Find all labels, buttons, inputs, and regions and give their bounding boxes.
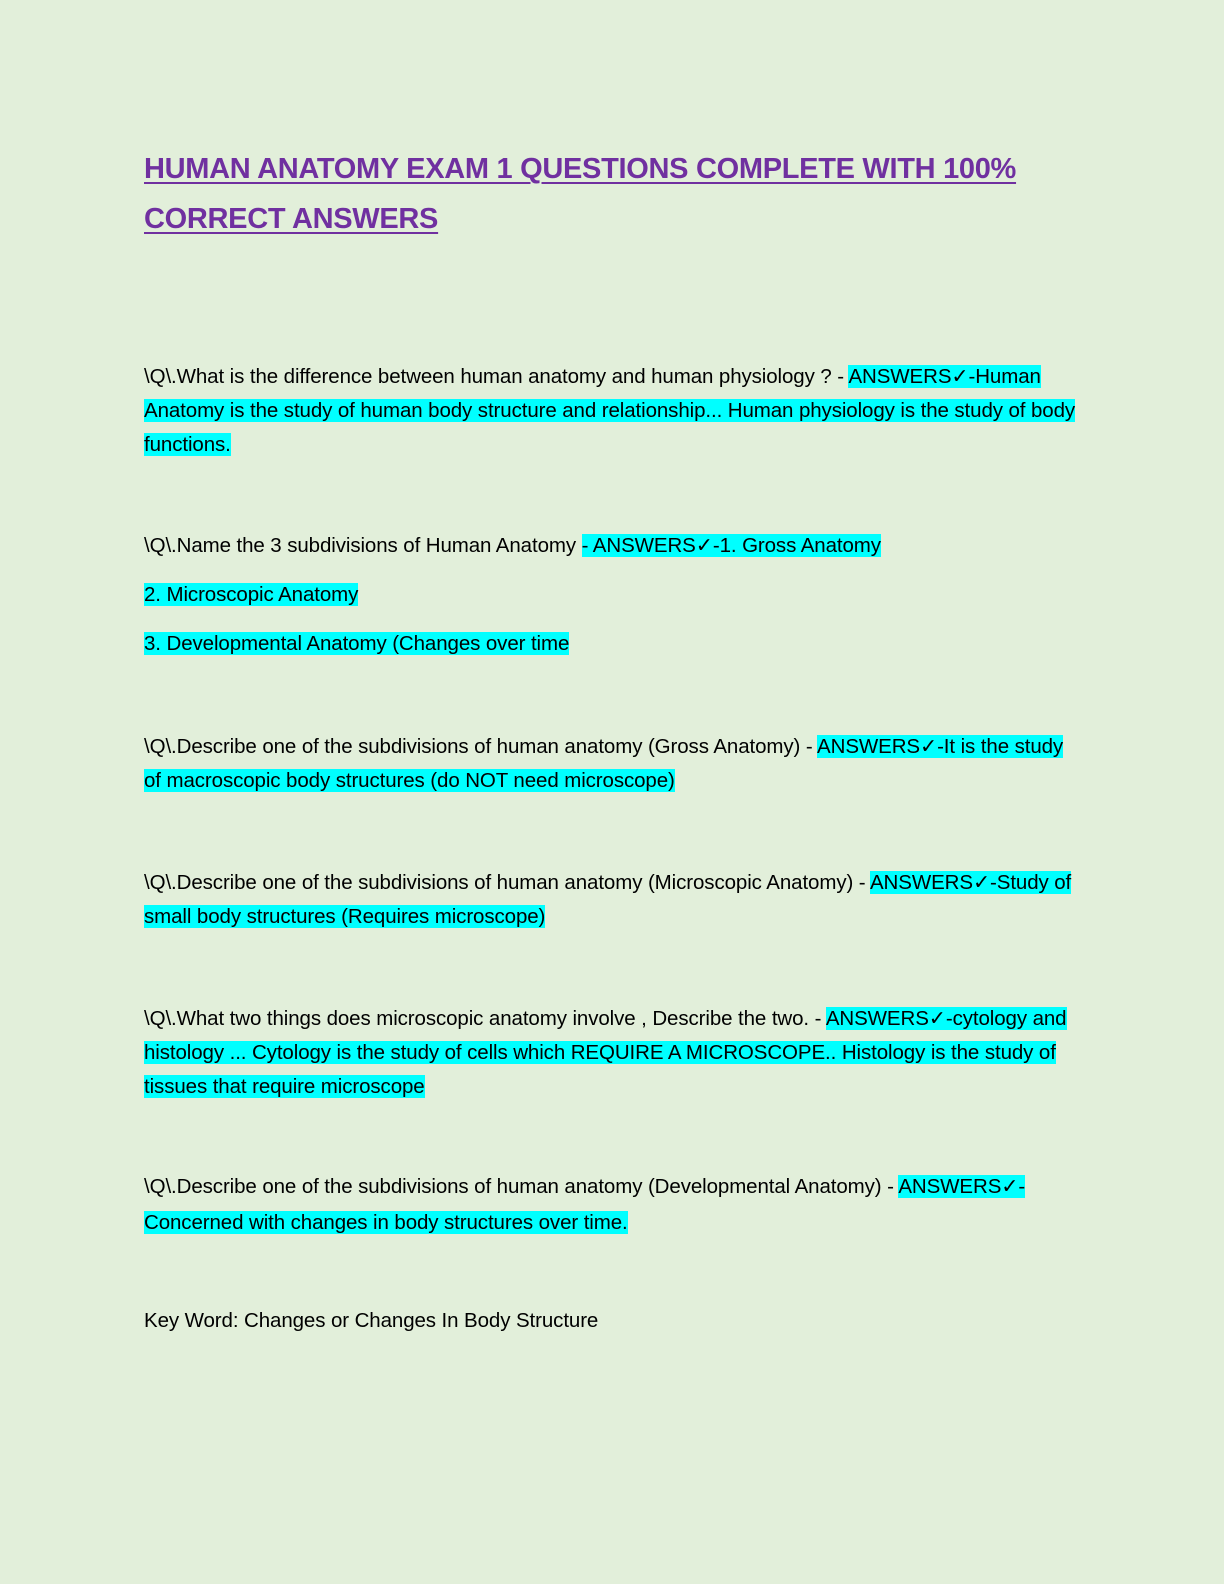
answer-label: ANSWERS <box>817 735 920 758</box>
answer-text: -Concerned with changes in body structures over time. <box>144 1175 1026 1234</box>
answer-text: -cytology and histology ... Cytology is the study of cells which REQUIRE A MICROSCOPE.. Histology is the study of tissues that require microscope <box>144 1007 1067 1098</box>
question-text: \Q\.Describe one of the subdivisions of human anatomy (Developmental Anatomy) - <box>144 1175 899 1198</box>
answer-text: 2. Microscopic Anatomy <box>144 583 359 606</box>
answer-text: 3. Developmental Anatomy (Changes over time <box>144 632 570 655</box>
answer-label: ANSWERS <box>825 1007 929 1030</box>
answer-text: -Study of small body structures (Requires microscope) <box>144 871 1072 928</box>
question-block-5 <box>144 1001 1084 1104</box>
check-mark-icon: ✓ <box>1001 1174 1019 1198</box>
document-title: HUMAN ANATOMY EXAM 1 QUESTIONS COMPLETE WITH 100% CORRECT ANSWERS <box>144 153 1017 235</box>
answer-highlight <box>582 534 881 557</box>
check-mark-icon: ✓ <box>920 734 938 758</box>
answer-label: ANSWERS <box>848 365 952 388</box>
answer-label: ANSWERS <box>898 1175 1002 1198</box>
check-mark-icon: ✓ <box>972 870 991 894</box>
answer-text: -1. Gross Anatomy <box>712 534 881 557</box>
check-mark-icon: ✓ <box>695 533 713 557</box>
check-mark-icon: ✓ <box>928 1006 946 1030</box>
answer-label: - ANSWERS <box>581 534 696 557</box>
answer-label: ANSWERS <box>869 871 973 894</box>
question-text: \Q\.What is the difference between human anatomy and human physiology ? - <box>144 365 849 388</box>
question-block-6 <box>144 1168 1084 1241</box>
question-text: \Q\.Describe one of the subdivisions of human anatomy (Microscopic Anatomy) - <box>144 871 870 894</box>
answer-text: -It is the study of macroscopic body structures (do NOT need microscope) <box>144 735 1064 792</box>
question-block-4 <box>144 865 1084 934</box>
question-block-1 <box>144 359 1084 462</box>
answer-text: -Human Anatomy is the study of human body structure and relationship... Human physiology is the study of body functions. <box>144 365 1076 456</box>
answer-list-item-3 <box>144 629 569 659</box>
question-text: \Q\.Describe one of the subdivisions of human anatomy (Gross Anatomy) - <box>144 735 818 758</box>
question-block-3 <box>144 729 1084 798</box>
question-text: \Q\.What two things does microscopic anatomy involve , Describe the two. - <box>144 1007 826 1030</box>
answer-list-item-2 <box>144 580 358 610</box>
question-text: \Q\.Name the 3 subdivisions of Human Anatomy <box>144 534 582 557</box>
question-block-2 <box>144 528 1084 563</box>
key-word-note: Key Word: Changes or Changes In Body Structure <box>144 1309 599 1332</box>
check-mark-icon: ✓ <box>951 364 969 388</box>
